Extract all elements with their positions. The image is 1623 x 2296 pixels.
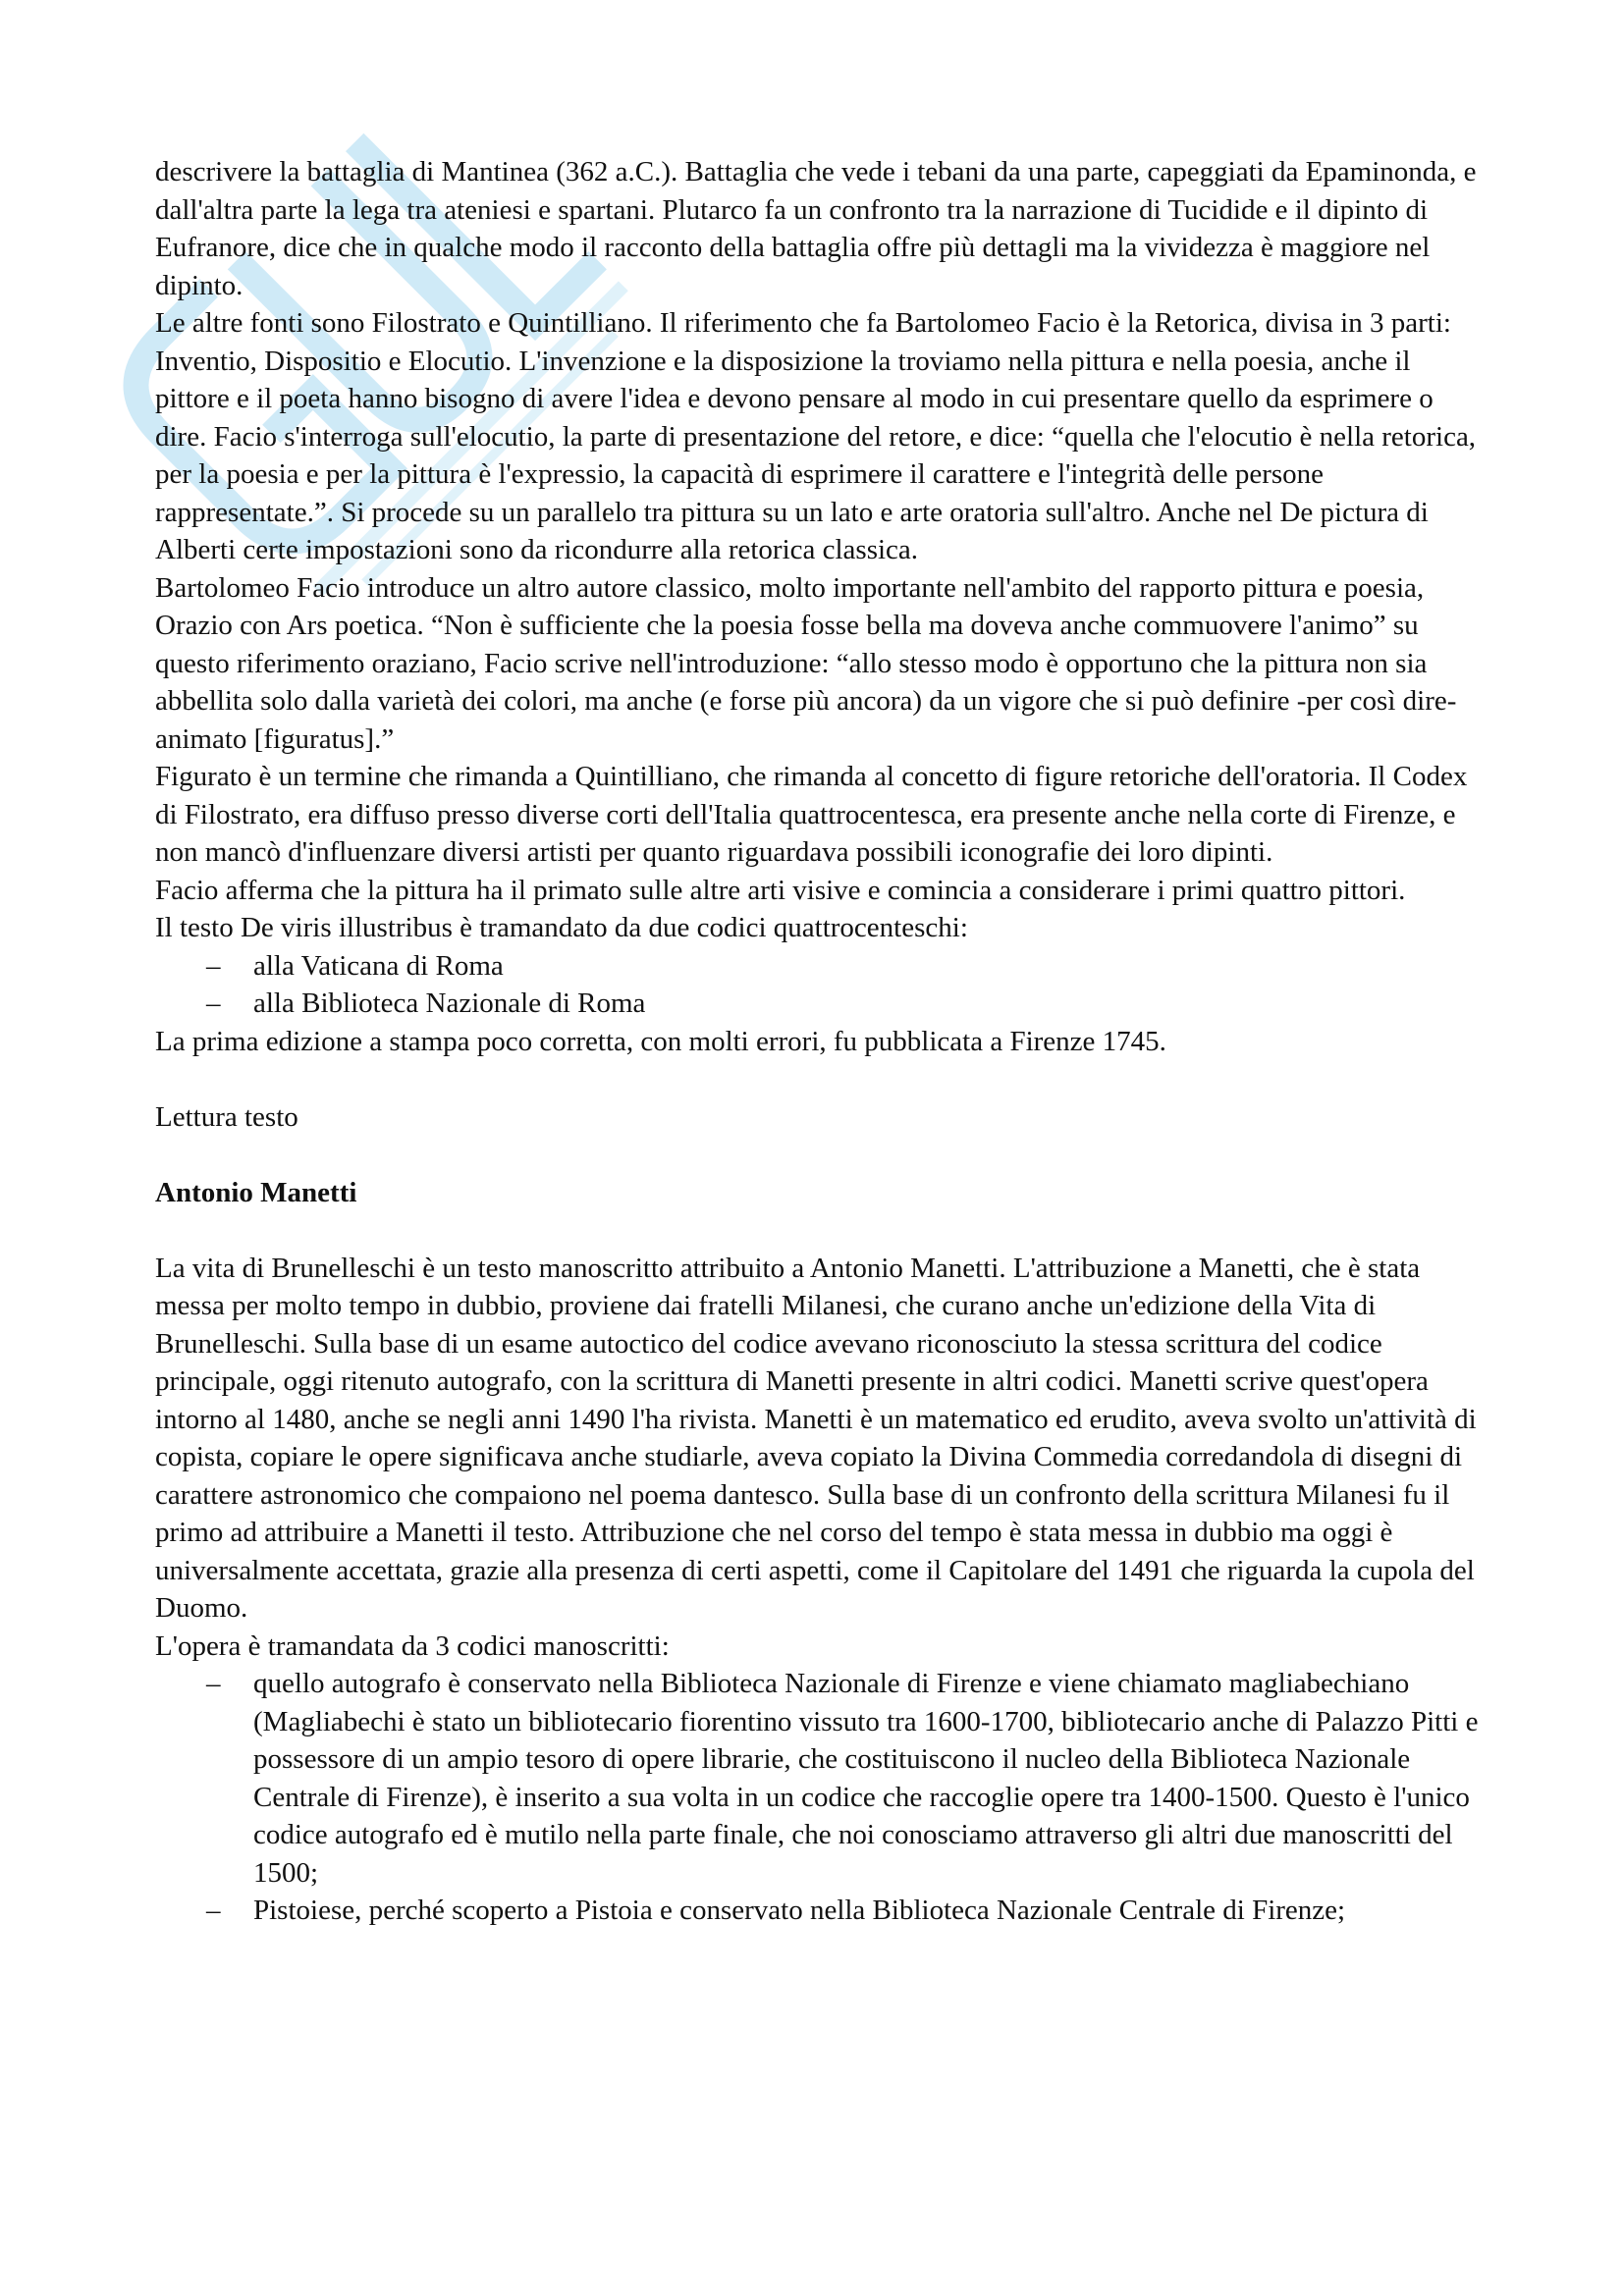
- paragraph: La prima edizione a stampa poco corretta, con molti errori, fu pubblicata a Firenze 1745.: [155, 1025, 1166, 1057]
- codex-list: [155, 947, 1490, 1023]
- list-item: – Pistoiese, perché scoperto a Pistoia e conservato nella Biblioteca Nazionale Centrale di Firenze;: [155, 1892, 1490, 1930]
- paragraph: L'opera è tramandata da 3 codici manoscritti:: [155, 1629, 670, 1662]
- paragraph: Le altre fonti sono Filostrato e Quintilliano. Il riferimento che fa Bartolomeo Facio è la Retorica, divisa in 3 parti: Inventio, Dispositio e Elocutio. L'invenzione e la disposizione la troviamo nella pittura e nella poesia, anche il pittore e il poeta hanno bisogno di avere l'idea e devono pensare al modo in cui presentare quello da esprimere o dire. Facio s'interroga sull'elocutio, la parte di presentazione del retore, e dice: “quella che l'elocutio è nella retorica, per la poesia e per la pittura è l'expressio, la capacità di esprimere il carattere e l'integrità delle persone rappresentate.”. Si procede su un parallelo tra pittura su un lato e arte oratoria sull'altro. Anche nel De pictura di Alberti certe impostazioni sono da ricondurre alla retorica classica.: [155, 307, 1477, 565]
- document-page: [155, 153, 1490, 1930]
- paragraph: Figurato è un termine che rimanda a Quintilliano, che rimanda al concetto di figure retoriche dell'oratoria. Il Codex di Filostrato, era diffuso presso diverse corti dell'Italia quattrocentesca, era presente anche nella corte di Firenze, e non mancò d'influenzare diversi artisti per quanto riguardava possibili iconografie dei loro dipinti.: [155, 761, 1468, 868]
- list-item: – quello autografo è conservato nella Biblioteca Nazionale di Firenze e viene chiamato magliabechiano (Magliabechi è stato un bibliotecario fiorentino vissuto tra 1600-1700, bibliotecario anche di Palazzo Pitti e possessore di un ampio tesoro di opere librarie, che costituiscono il nucleo della Biblioteca Nazionale Centrale di Firenze), è inserito a sua volta in un codice che raccoglie opere tra 1400-1500. Questo è l'unico codice autografo ed è mutilo nella parte finale, che noi conosciamo attraverso gli altri due manoscritti del 1500;: [155, 1665, 1490, 1892]
- list-item: – alla Vaticana di Roma: [155, 947, 1490, 986]
- list-item: – alla Biblioteca Nazionale di Roma: [155, 985, 1490, 1023]
- paragraph: La vita di Brunelleschi è un testo manoscritto attribuito a Antonio Manetti. L'attribuzione a Manetti, che è stata messa per molto tempo in dubbio, proviene dai fratelli Milanesi, che curano anche un'edizione della Vita di Brunelleschi. Sulla base di un esame autoctico del codice avevano riconosciuto la stessa scrittura del codice principale, oggi ritenuto autografo, con la scrittura di Manetti presente in altri codici. Manetti scrive quest'opera intorno al 1480, anche se negli anni 1490 l'ha rivista. Manetti è un matematico ed erudito, aveva svolto un'attività di copista, copiare le opere significava anche studiarle, aveva copiato la Divina Commedia corredandola di disegni di carattere astronomico che compaiono nel poema dantesco. Sulla base di un confronto della scrittura Milanesi fu il primo ad attribuire a Manetti il testo. Attribuzione che nel corso del tempo è stata messa in dubbio ma oggi è universalmente accettata, grazie alla presenza di certi aspetti, come il Capitolare del 1491 che riguarda la cupola del Duomo.: [155, 1252, 1477, 1624]
- manuscript-list: [155, 1665, 1490, 1930]
- section-heading: Antonio Manetti: [155, 1176, 357, 1208]
- paragraph: descrivere la battaglia di Mantinea (362 a.C.). Battaglia che vede i tebani da una parte, capeggiati da Epaminonda, e dall'altra parte la lega tra ateniesi e spartani. Plutarco fa un confronto tra la narrazione di Tucidide e il dipinto di Eufranore, dice che in qualche modo il racconto della battaglia offre più dettagli ma la vividezza è maggiore nel dipinto.: [155, 156, 1477, 301]
- section-intro: [155, 153, 1490, 1060]
- paragraph: Il testo De viris illustribus è tramandato da due codici quattrocenteschi:: [155, 912, 968, 943]
- lettura-testo-label: Lettura testo: [155, 1100, 298, 1133]
- section-manetti: [155, 1174, 1490, 1930]
- paragraph: Facio afferma che la pittura ha il primato sulle altre arti visive e comincia a considerare i primi quattro pittori.: [155, 874, 1406, 906]
- paragraph: Bartolomeo Facio introduce un altro autore classico, molto importante nell'ambito del rapporto pittura e poesia, Orazio con Ars poetica. “Non è sufficiente che la poesia fosse bella ma doveva anche commuovere l'animo” su questo riferimento oraziano, Facio scrive nell'introduzione: “allo stesso modo è opportuno che la pittura non sia abbellita solo dalla varietà dei colori, ma anche (e forse più ancora) da un vigore che si può definire -per così dire- animato [figuratus].”: [155, 571, 1457, 755]
